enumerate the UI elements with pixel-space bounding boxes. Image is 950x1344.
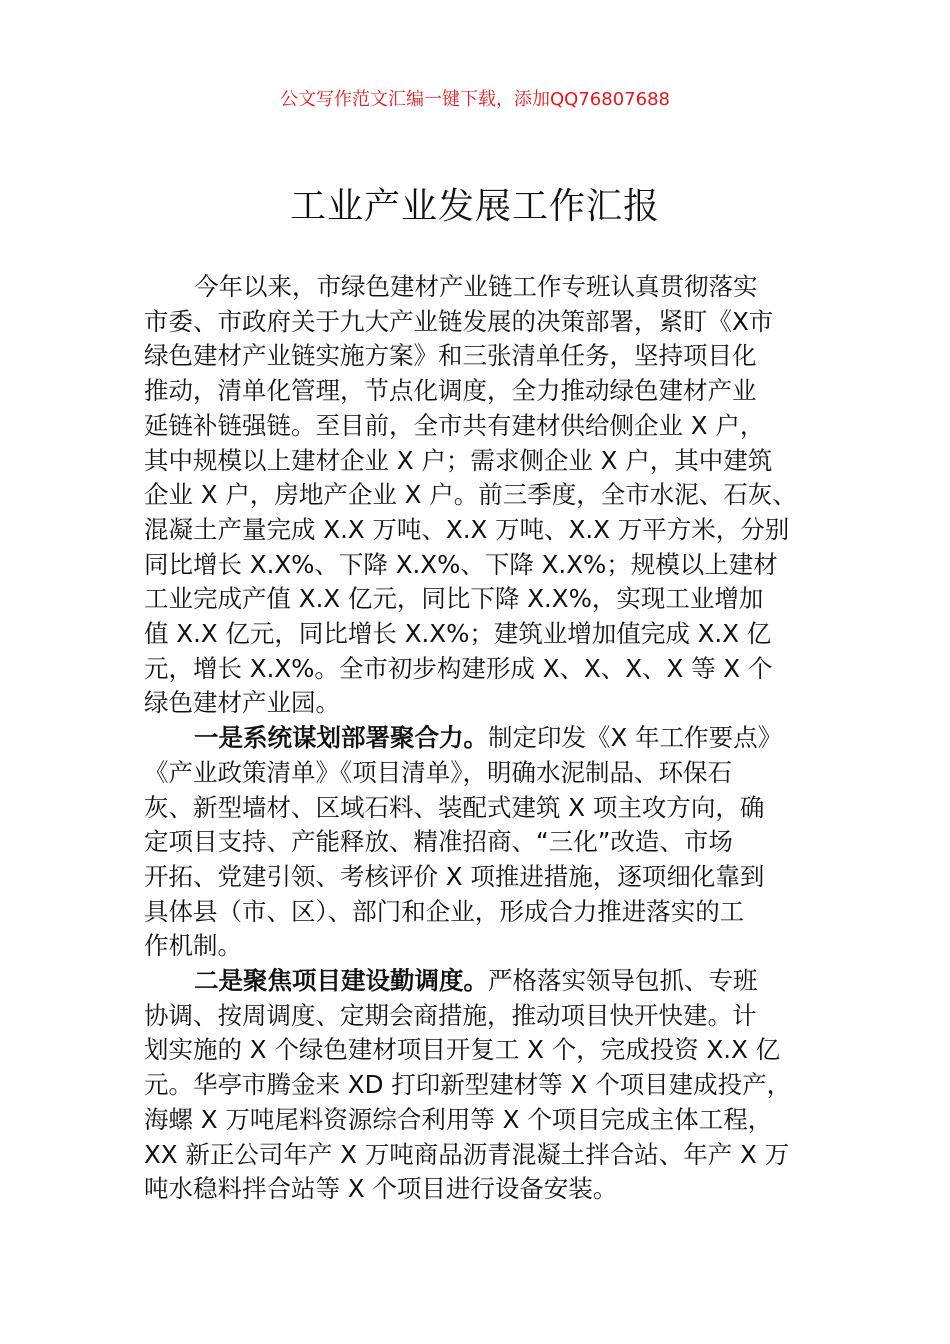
text-line <box>144 929 844 964</box>
line-text: 值 X.X 亿元，同比增长 X.X%；建筑业增加值完成 X.X 亿 <box>144 619 772 649</box>
text-line <box>144 756 844 791</box>
line-text: 具体县（市、区）、部门和企业，形成合力推进落实的工 <box>144 896 745 926</box>
text-line <box>144 339 844 374</box>
text-line <box>144 548 844 583</box>
paragraph-lead: 一是系统谋划部署聚合力。 <box>194 723 488 753</box>
text-line <box>144 652 844 687</box>
line-text: 作机制。 <box>144 931 242 961</box>
line-text: 元。华亭市腾金来 XD 打印新型建材等 X 个项目建成投产， <box>144 1070 792 1100</box>
line-text: 同比增长 X.X%、下降 X.X%、下降 X.X%；规模以上建材 <box>144 549 778 579</box>
text-line <box>144 999 844 1034</box>
line-text: 开拓、党建引领、考核评价 X 项推进措施，逐项细化靠到 <box>144 861 765 891</box>
text-line <box>144 617 844 652</box>
paragraph-lead: 二是聚焦项目建设勤调度。 <box>194 966 488 996</box>
line-text: 吨水稳料拌合站等 X 个项目进行设备安装。 <box>144 1174 618 1204</box>
text-line <box>144 721 844 756</box>
line-text: 严格落实领导包抓、专班 <box>488 966 758 996</box>
text-line <box>144 1033 844 1068</box>
paragraph <box>144 270 844 721</box>
text-line <box>144 513 844 548</box>
text-line <box>144 964 844 999</box>
text-line <box>144 1138 844 1173</box>
line-text: 工业完成产值 X.X 亿元，同比下降 X.X%，实现工业增加 <box>144 584 764 614</box>
text-line <box>144 860 844 895</box>
text-line <box>144 478 844 513</box>
line-text: 灰、新型墙材、区域石料、装配式建筑 X 项主攻方向，确 <box>144 792 765 822</box>
line-text: 推动，清单化管理，节点化调度，全力推动绿色建材产业 <box>144 376 757 406</box>
download-banner: 公文写作范文汇编一键下载，添加QQ76807688 <box>280 89 670 110</box>
line-text: 绿色建材产业链实施方案》和三张清单任务，坚持项目化 <box>144 341 757 371</box>
text-line <box>144 1068 844 1103</box>
text-line <box>144 374 844 409</box>
line-text: 其中规模以上建材企业 X 户；需求侧企业 X 户，其中建筑 <box>144 445 773 475</box>
text-line <box>144 270 844 305</box>
line-text: XX 新正公司年产 X 万吨商品沥青混凝土拌合站、年产 X 万 <box>144 1139 790 1169</box>
line-text: 元，增长 X.X%。全市初步构建形成 X、X、X、X 等 X 个 <box>144 653 773 683</box>
text-line <box>144 444 844 479</box>
line-text: 划实施的 X 个绿色建材项目开复工 X 个，完成投资 X.X 亿 <box>144 1035 781 1065</box>
line-text: 延链补链强链。至目前，全市共有建材供给侧企业 X 户， <box>144 410 765 440</box>
text-line <box>144 791 844 826</box>
line-text: 今年以来，市绿色建材产业链工作专班认真贯彻落实 <box>194 272 758 301</box>
text-line <box>144 895 844 930</box>
line-text: 制定印发《X 年工作要点》 <box>488 723 783 753</box>
text-line <box>144 582 844 617</box>
text-line <box>144 1103 844 1138</box>
document-body <box>144 270 844 1207</box>
line-text: 企业 X 户，房地产企业 X 户。前三季度，全市水泥、石灰、 <box>144 480 797 510</box>
line-text: 定项目支持、产能释放、精准招商、“三化”改造、市场 <box>144 827 733 857</box>
text-line <box>144 1172 844 1207</box>
line-text: 协调、按周调度、定期会商措施，推动项目快开快建。计 <box>144 1000 757 1030</box>
line-text: 绿色建材产业园。 <box>144 688 340 718</box>
paragraph <box>144 964 844 1207</box>
line-text: 市委、市政府关于九大产业链发展的决策部署，紧盯《X市 <box>144 306 774 336</box>
line-text: 海螺 X 万吨尾料资源综合利用等 X 个项目完成主体工程， <box>144 1104 773 1134</box>
page-title: 工业产业发展工作汇报 <box>289 186 660 227</box>
paragraph <box>144 721 844 964</box>
text-line <box>144 409 844 444</box>
text-line <box>144 686 844 721</box>
text-line <box>144 825 844 860</box>
text-line <box>144 305 844 340</box>
line-text: 混凝土产量完成 X.X 万吨、X.X 万吨、X.X 万平方米，分别 <box>144 514 790 544</box>
line-text: 《产业政策清单》《项目清单》，明确水泥制品、环保石 <box>144 757 732 787</box>
